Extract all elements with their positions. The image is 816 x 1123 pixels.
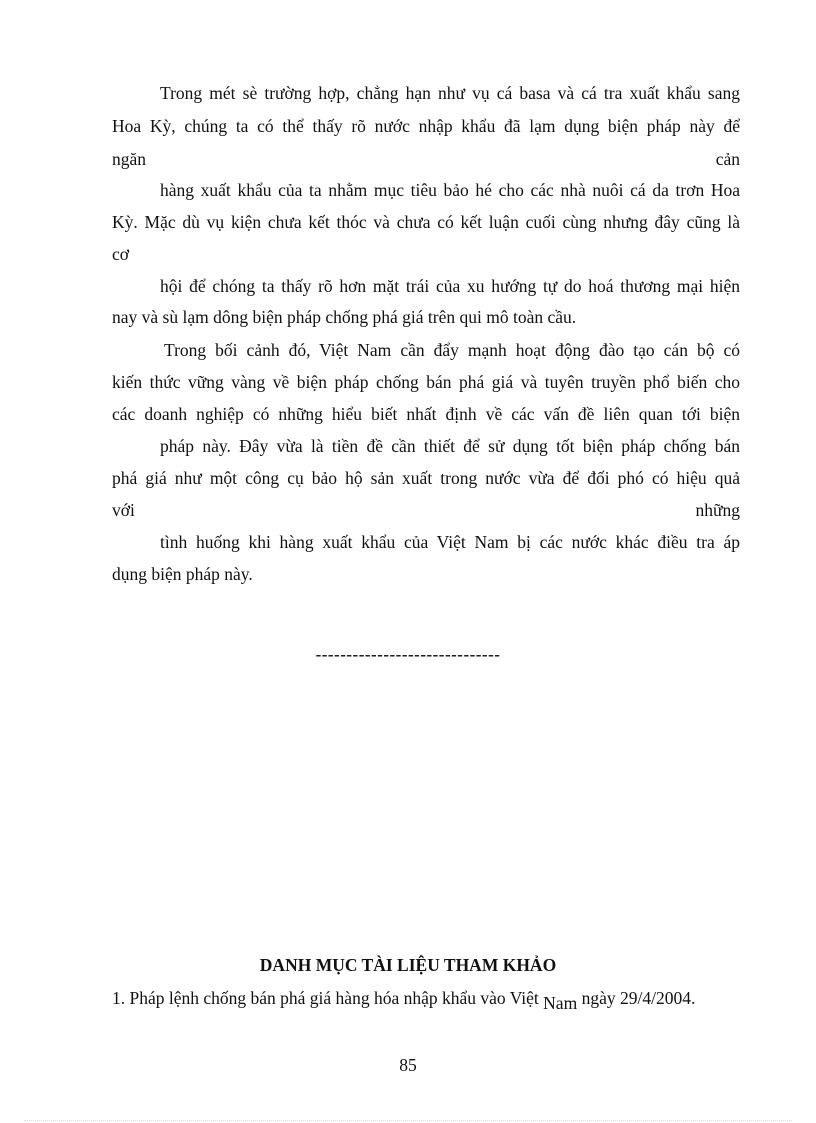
paragraph-line: Hoa Kỳ, chúng ta có thể thấy rõ nước nhập khẩu đã lạm dụng biện pháp này để [112,116,740,136]
paragraph-line: cơ [112,244,130,264]
references-title: DANH MỤC TÀI LIỆU THAM KHẢO [259,955,557,975]
reference-text-sub: Nam [543,993,578,1013]
paragraph-line-split [112,499,740,521]
word-right: những [695,500,740,520]
paragraph-line: Trong mét sè trường hợp, chẳng hạn như vụ cá basa và cá tra xuất khẩu sang [160,83,740,103]
paragraph-line: nay và sù lạm dông biện pháp chống phá giá trên qui mô toàn cầu. [112,307,577,327]
paragraph-line: tình huống khi hàng xuất khẩu của Việt Nam bị các nước khác điều tra áp [160,532,740,552]
paragraph-line: các doanh nghiệp có những hiểu biết nhất định về các vấn đề liên quan tới biện [112,404,740,424]
paragraph-line: phá giá như một công cụ bảo hộ sản xuất trong nước vừa để đối phó có hiệu quả [112,468,740,488]
paragraph-line: hội để chóng ta thấy rõ hơn mặt trái của xu hướng tự do hoá thương mại hiện [160,276,740,296]
reference-text: ngày 29/4/2004. [577,988,696,1008]
page-bottom-rule [24,1120,792,1121]
page-number: 85 [399,1055,417,1075]
paragraph-line: Kỳ. Mặc dù vụ kiện chưa kết thóc và chưa có kết luận cuối cùng nhưng đây cũng là [112,212,740,232]
paragraph-line: dụng biện pháp này. [112,564,253,584]
paragraph-line: pháp này. Đây vừa là tiền đề cần thiết để sử dụng tốt biện pháp chống bán [160,436,740,456]
paragraph-line: Trong bối cảnh đó, Việt Nam cần đẩy mạnh hoạt động đào tạo cán bộ có [164,340,740,360]
paragraph-line: kiến thức vững vàng về biện pháp chống bán phá giá và tuyên truyền phổ biến cho [112,372,740,392]
word-left: với [112,500,135,520]
reference-item [112,988,696,1013]
word-right: cản [715,149,740,169]
word-left: ngăn [112,149,147,169]
reference-text: 1. Pháp lệnh chống bán phá giá hàng hóa nhập khẩu vào Việt [112,988,544,1008]
section-divider: ------------------------------ [315,645,501,664]
paragraph-line-split [112,148,740,170]
paragraph-line: hàng xuất khẩu của ta nhằm mục tiêu bảo hé cho các nhà nuôi cá da trơn Hoa [160,180,740,200]
